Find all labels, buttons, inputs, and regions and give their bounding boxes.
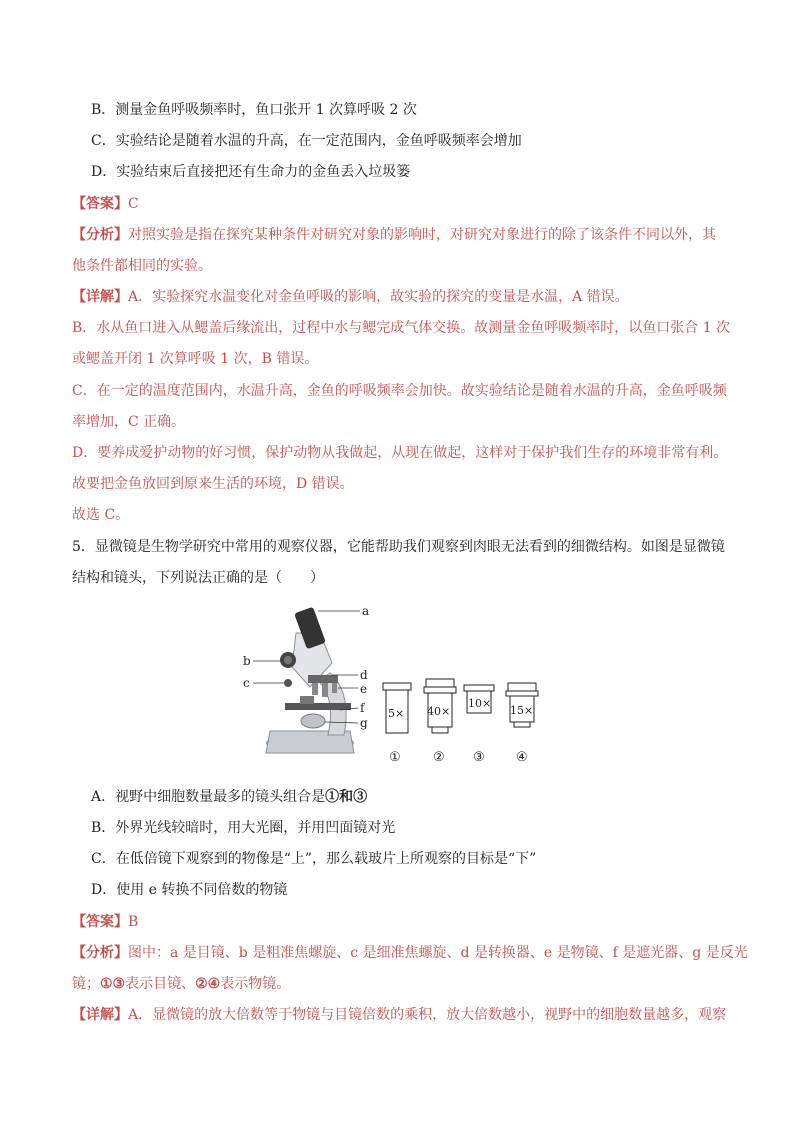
analysis-2b: ①③ <box>100 976 126 992</box>
q5-option-c: C．在低倍镜下观察到的物像是“上”，那么载玻片上所观察的目标是“下” <box>91 851 537 867</box>
label-b: b <box>243 654 251 668</box>
detail-tag: 【详解】 <box>72 1007 128 1023</box>
lens-number-3: ③ <box>473 750 485 765</box>
lens-number-4: ④ <box>516 750 528 765</box>
analysis-2e: 表示物镜。 <box>220 976 291 992</box>
option-a-tail: ①和③ <box>325 789 368 805</box>
microscope-figure <box>240 603 560 773</box>
option-a-text: A．视野中细胞数量最多的镜头组合是 <box>91 789 326 805</box>
q4-detail-b1: B．水从鱼口进入从鳃盖后缘流出，过程中水与鳃完成气体交换。故测量金鱼呼吸频率时，以鱼口张合 1 次 <box>72 320 731 336</box>
lens-mark-1: 5× <box>388 707 405 720</box>
label-d: d <box>360 668 368 682</box>
analysis-tag: 【分析】 <box>72 945 128 961</box>
q5-stem-2: 结构和镜头，下列说法正确的是（ ） <box>72 570 324 586</box>
lens-mark-4: 15× <box>510 704 534 717</box>
microscope-illustration <box>266 607 354 753</box>
lens-mark-3: 10× <box>468 697 492 710</box>
label-f: f <box>360 701 365 715</box>
lens-number-2: ② <box>433 750 445 765</box>
label-c: c <box>243 676 250 690</box>
answer-value: C <box>128 196 139 212</box>
detail-text: A．显微镜的放大倍数等于物镜与目镜倍数的乘积，放大倍数越小，视野中的细胞数量越多，观察 <box>128 1007 727 1023</box>
q4-option-b: B．测量金鱼呼吸频率时，鱼口张开 1 次算呼吸 2 次 <box>91 102 417 118</box>
label-g: g <box>360 716 368 730</box>
q5-answer-line <box>72 912 138 932</box>
label-a: a <box>362 604 370 618</box>
analysis-2d: ②④ <box>195 976 221 992</box>
q4-analysis-line-1 <box>72 225 716 245</box>
q4-option-c: C．实验结论是随着水温的升高，在一定范围内，金鱼呼吸频率会增加 <box>91 133 522 149</box>
analysis-tag: 【分析】 <box>72 227 128 243</box>
lens-number-1: ① <box>389 750 401 765</box>
q4-detail-d2: 故要把金鱼放回到原来生活的环境，D 错误。 <box>72 476 354 492</box>
q5-analysis-line-2 <box>72 974 290 994</box>
analysis-text: 对照实验是指在探究某种条件对研究对象的影响时，对研究对象进行的除了该条件不同以外，其 <box>128 227 716 243</box>
detail-tag: 【详解】 <box>72 289 128 305</box>
q5-stem-1: 5．显微镜是生物学研究中常用的观察仪器，它能帮助我们观察到肉眼无法看到的细微结构。如图是显微镜 <box>72 539 725 555</box>
q4-answer-line <box>72 194 139 214</box>
q5-analysis-line-1 <box>72 943 748 963</box>
q4-option-d: D．实验结束后直接把还有生命力的金鱼丢入垃圾篓 <box>91 164 411 180</box>
lens-mark-2: 40× <box>427 705 451 718</box>
q5-option-b: B．外界光线较暗时，用大光圈，并用凹面镜对光 <box>91 820 396 836</box>
q4-choose: 故选 C。 <box>72 507 130 523</box>
answer-tag: 【答案】 <box>72 196 128 212</box>
q4-detail-d1: D．要养成爱护动物的好习惯，保护动物从我做起，从现在做起，这样对于保护我们生存的环境非常有利。 <box>72 445 728 461</box>
q5-detail-line-a <box>72 1005 726 1025</box>
q4-detail-line-a <box>72 287 629 307</box>
q5-option-d: D．使用 e 转换不同倍数的物镜 <box>91 882 288 898</box>
analysis-text: 图中：a 是目镜、b 是粗准焦螺旋、c 是细准焦螺旋、d 是转换器、e 是物镜、f 是遮光器、g 是反光 <box>128 945 748 961</box>
q4-detail-b2: 或鳃盖开闭 1 次算呼吸 1 次，B 错误。 <box>72 351 319 367</box>
q4-detail-c1: C．在一定的温度范围内，水温升高，金鱼的呼吸频率会加快。故实验结论是随着水温的升高，金鱼呼吸频 <box>72 383 727 399</box>
analysis-2a: 镜； <box>72 976 100 992</box>
q4-analysis-line-2: 他条件都相同的实验。 <box>72 258 212 274</box>
q5-option-a <box>91 787 367 807</box>
q4-detail-c2: 率增加，C 正确。 <box>72 414 186 430</box>
answer-tag: 【答案】 <box>72 914 128 930</box>
detail-text: A．实验探究水温变化对金鱼呼吸的影响，故实验的探究的变量是水温，A 错误。 <box>128 289 629 305</box>
answer-value: B <box>128 914 139 930</box>
label-e: e <box>360 682 368 696</box>
analysis-2c: 表示目镜、 <box>125 976 196 992</box>
